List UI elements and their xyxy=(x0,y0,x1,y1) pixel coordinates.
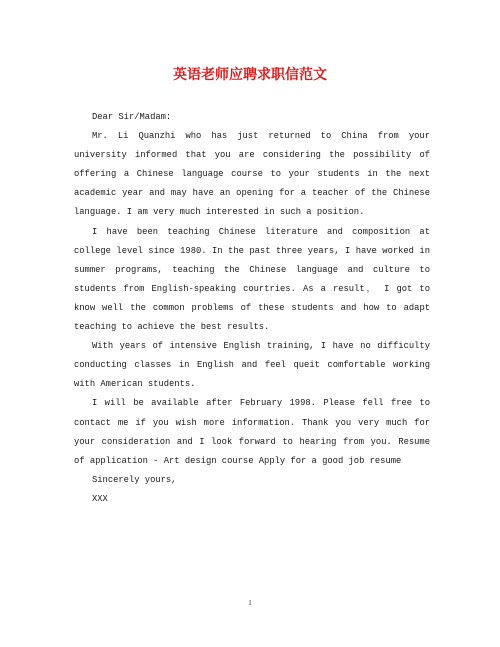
paragraph-3: With years of intensive English training, I have no difficulty conducting classes in English and feel queit comfortable working with American students. xyxy=(74,341,430,390)
signature: XXX xyxy=(92,493,108,504)
salutation: Dear Sir/Madam: xyxy=(92,112,172,122)
paragraph-1: Mr. Li Quanzhi who has just returned to China from your university informed that you are considering the possibility of offering a Chinese language course to your students in the next academic year and may have an opening for a teacher of the Chinese language. I am very much interested in such a position. xyxy=(74,131,430,218)
document-title: 英语老师应聘求职信范文 xyxy=(173,67,327,83)
letter-body xyxy=(74,108,430,509)
page-number: 1 xyxy=(248,599,252,607)
paragraph-2: I have been teaching Chinese literature and composition at college level since 1980. In the past three years, I have worked in summer programs, teaching the Chinese language and culture to students from English-speaking courtries. As a result， I got to know well the common problems of these students and how to adapt teaching to achieve the best results. xyxy=(74,226,430,333)
paragraph-4: I will be available after February 1998. Please fell free to contact me if you wish more information. Thank you very much for your consideration and I look forward to hearing from you. Resume of application - Art design course Apply for a good job resume xyxy=(74,398,430,466)
closing: Sincerely yours, xyxy=(92,474,177,485)
